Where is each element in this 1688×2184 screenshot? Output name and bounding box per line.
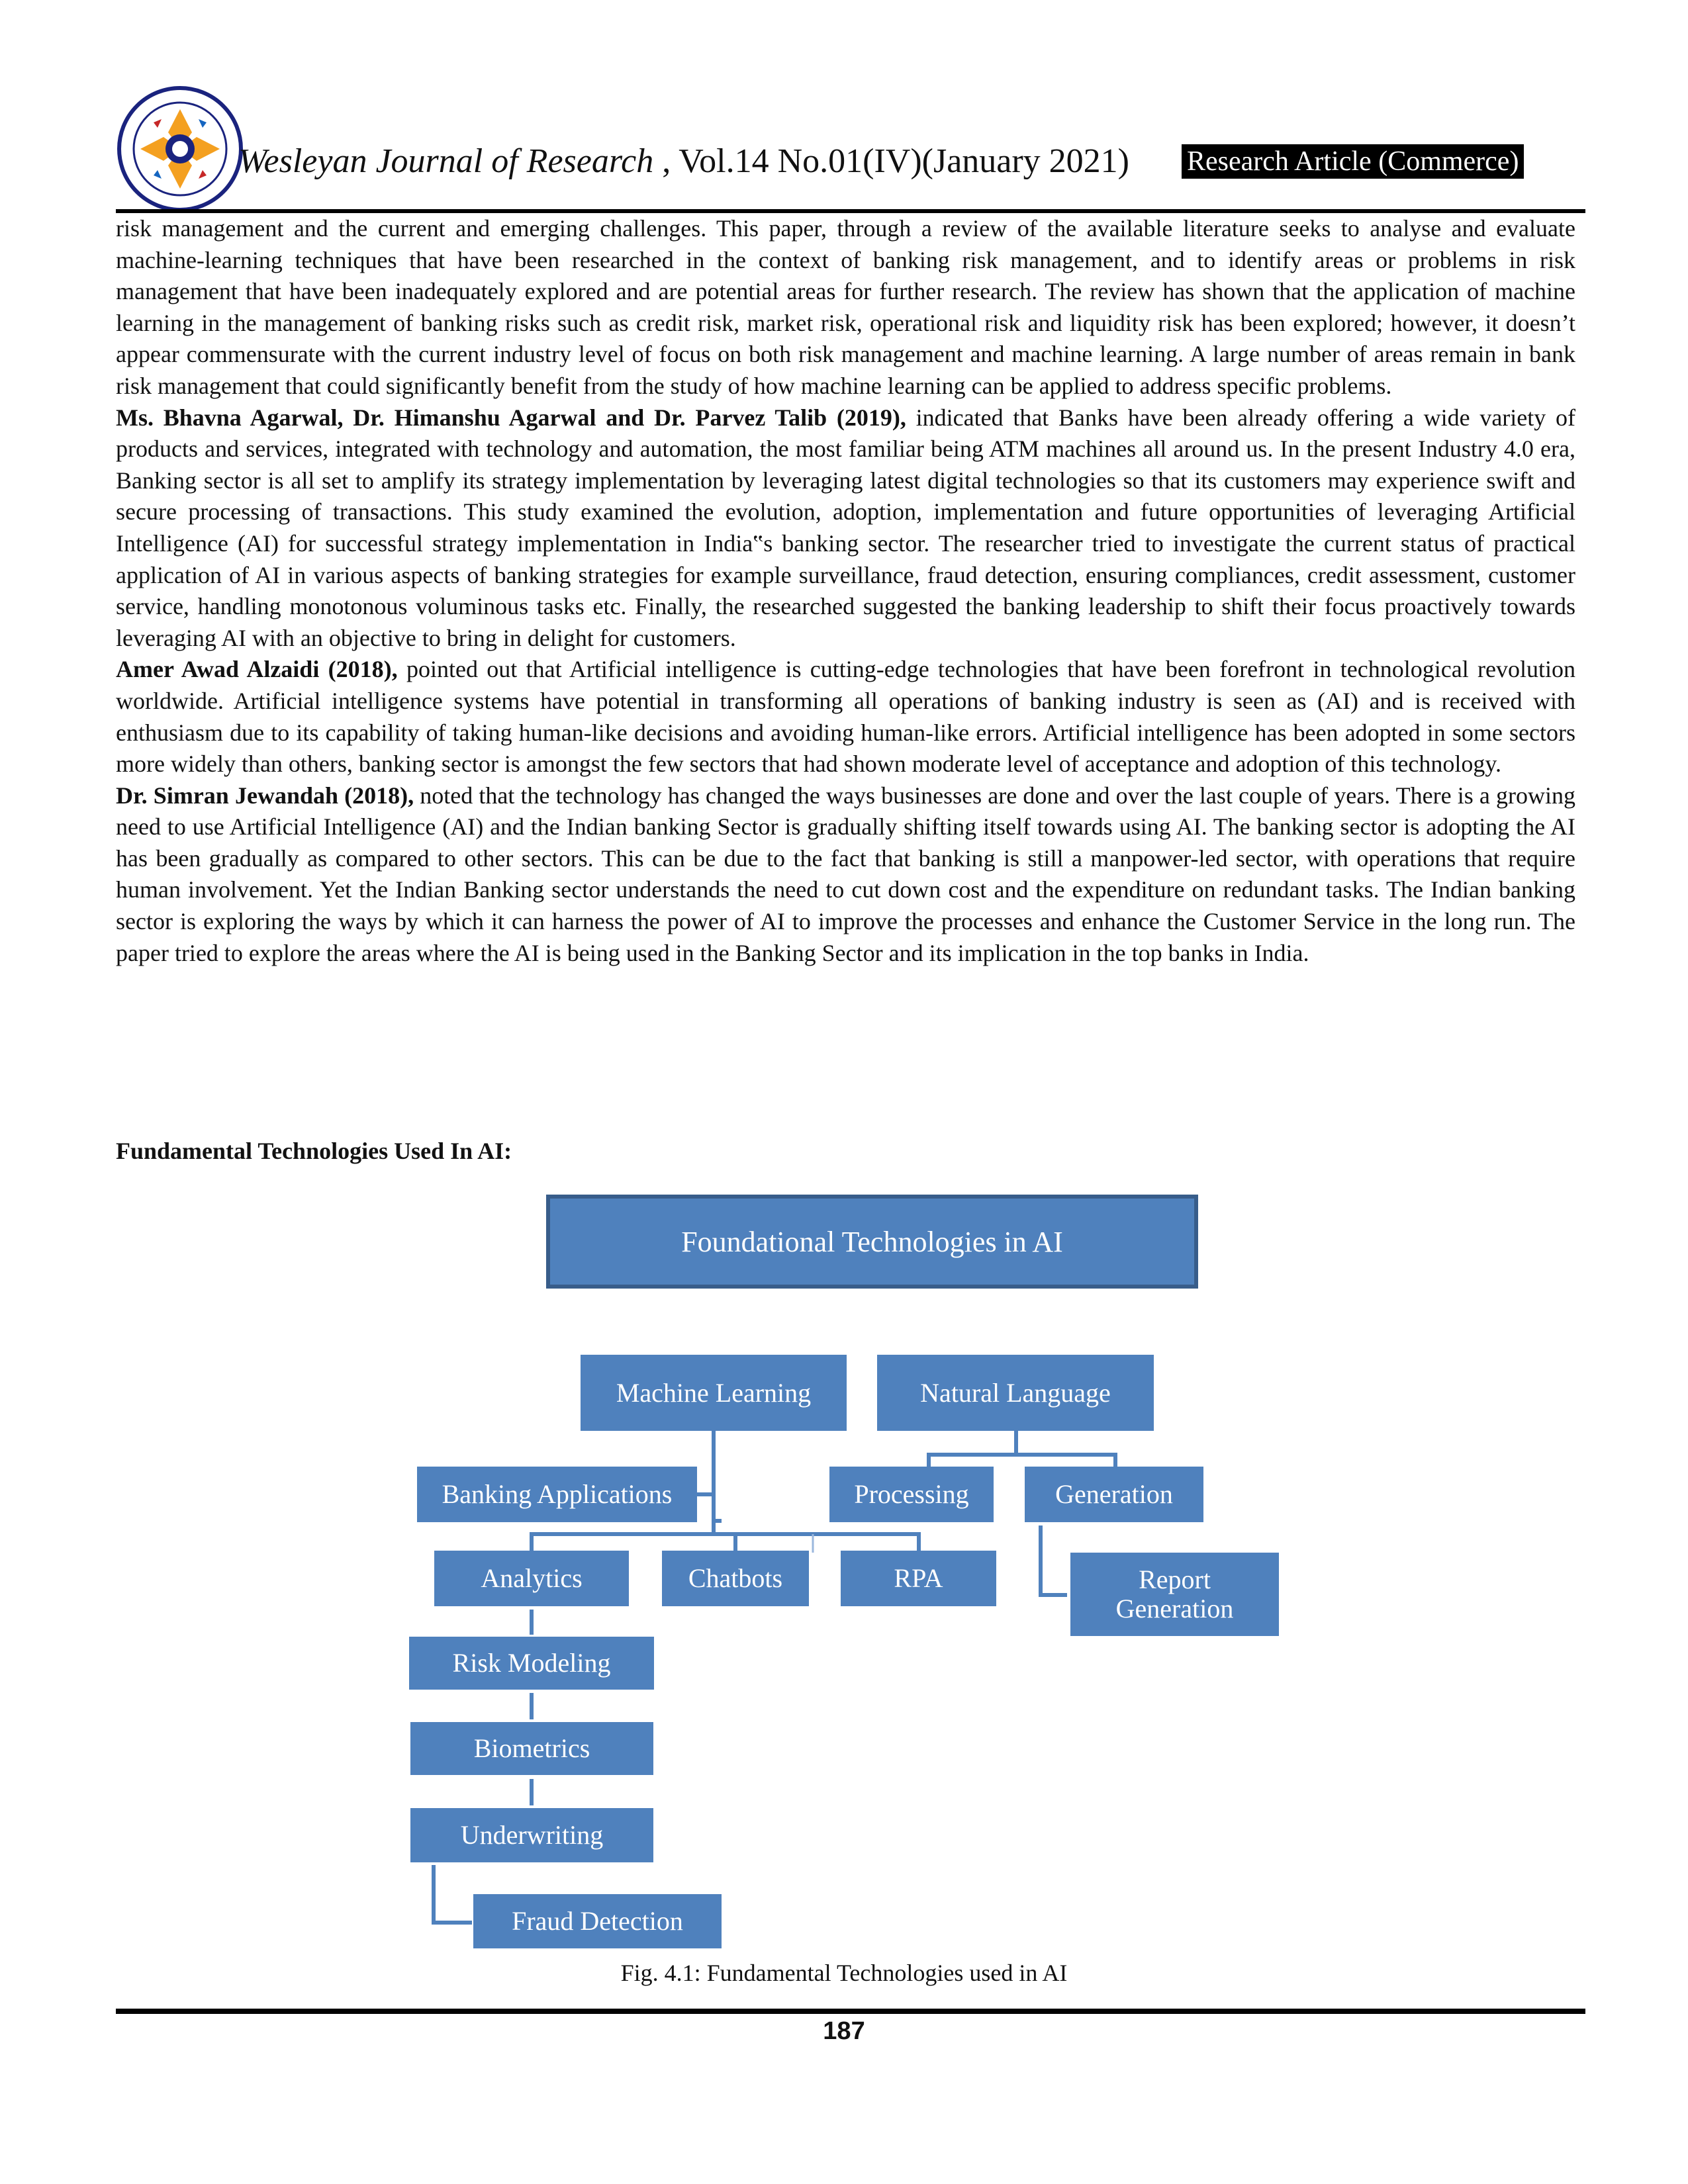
node-report-generation-line2: Generation — [1115, 1594, 1234, 1623]
paragraph-2-text: indicated that Banks have been already offering a wide variety of products and services, integrated with technology and automation, the most familiar being ATM machines all around us. In the present Industry 4.0 era, Banking sector is all set to amplify its strategy implementation by leveraging latest digital technologies so that its customers may experience swift and secure processing of transactions. This study examined the evolution, adoption, implementation and future opportunities of leveraging Artificial Intelligence (AI) for successful strategy implementation in India‟s banking sector. The researcher tried to investigate the current status of practical application of AI in various aspects of banking strategies for example surveillance, fraud detection, ensuring compliances, credit assessment, customer service, handling monotonous voluminous tasks etc. Finally, the researched suggested the banking leadership to shift their focus proactively towards leveraging AI with an objective to bring in delight for customers. — [116, 404, 1576, 651]
paragraph-1-text: risk management and the current and emerging challenges. This paper, through a review of the available literature seeks to analyse and evaluate machine-learning techniques that have been researched in the context of banking risk management, and to identify areas or problems in risk management that have been inadequately explored and are potential areas for further research. The review has shown that the application of machine learning in the management of banking risks such as credit risk, market risk, operational risk and liquidity risk has been explored; however, it doesn’t appear commensurate with the current industry level of focus on both risk management and machine learning. A large number of areas remain in bank risk management that could significantly benefit from the study of how machine learning can be applied to address specific problems. — [116, 215, 1575, 399]
footer-rule — [116, 2009, 1585, 2014]
paragraph-4 — [116, 780, 1575, 970]
node-chatbots: Chatbots — [662, 1551, 809, 1606]
node-report-generation-line1: Report — [1139, 1565, 1211, 1594]
node-rpa: RPA — [841, 1551, 996, 1606]
node-underwriting: Underwriting — [410, 1808, 653, 1862]
paragraph-1 — [116, 213, 1575, 402]
node-report-generation — [1070, 1553, 1279, 1636]
paragraph-3-text: pointed out that Artificial intelligence is cutting-edge technologies that have been forefront in technological revolution worldwide. Artificial intelligence systems have potential in transforming all operations of banking industry is seen as (AI) and is received with enthusiasm due to its capability of taking human-like decisions and avoiding human-like errors. Artificial intelligence has been adopted in some sectors more widely than others, banking sector is amongst the few sectors that had shown moderate level of acceptance and adoption of this technology. — [116, 656, 1576, 778]
university-seal-icon — [114, 83, 246, 215]
body-text — [116, 213, 1575, 969]
link-uw-fraud — [434, 1865, 472, 1923]
node-natural-language: Natural Language — [877, 1355, 1154, 1431]
journal-title — [238, 142, 1129, 181]
paragraph-3 — [116, 654, 1575, 780]
node-generation: Generation — [1025, 1467, 1203, 1522]
link-gen-report — [1041, 1525, 1067, 1595]
node-biometrics: Biometrics — [410, 1722, 653, 1775]
diagram-root-box: Foundational Technologies in AI — [546, 1195, 1198, 1289]
section-heading: Fundamental Technologies Used In AI: — [116, 1138, 512, 1164]
paragraph-4-authors: Dr. Simran Jewandah (2018), — [116, 782, 414, 809]
link-ml-branch — [532, 1534, 919, 1551]
node-risk-modeling: Risk Modeling — [409, 1637, 654, 1690]
node-processing: Processing — [829, 1467, 994, 1522]
paragraph-4-text: noted that the technology has changed the ways businesses are done and over the last couple of years. There is a growing need to use Artificial Intelligence (AI) and the Indian banking Sector is gradually shifting itself towards using AI. The banking sector is adopting the AI has been gradually as compared to other sectors. This can be due to the fact that banking is still a manpower-led sector, with operations that require human involvement. Yet the Indian Banking sector understands the need to cut down cost and the expenditure on redundant tasks. The Indian banking sector is exploring the ways by which it can harness the power of AI to improve the processes and enhance the Customer Service in the long run. The paper tried to explore the areas where the AI is being used in the Banking Sector and its implication in the top banks in India. — [116, 782, 1575, 966]
paragraph-2-authors: Ms. Bhavna Agarwal, Dr. Himanshu Agarwal and Dr. Parvez Talib (2019), — [116, 404, 906, 431]
paragraph-2 — [116, 402, 1575, 655]
figure-caption: Fig. 4.1: Fundamental Technologies used in AI — [620, 1960, 1068, 1986]
journal-name: Wesleyan Journal of Research — [238, 142, 654, 180]
article-type-badge: Research Article (Commerce) — [1182, 144, 1524, 179]
node-machine-learning: Machine Learning — [581, 1355, 847, 1431]
link-nl-branch — [929, 1455, 1115, 1467]
page-number: 187 — [823, 2017, 865, 2045]
volume-issue: , Vol.14 No.01(IV)(January 2021) — [653, 142, 1129, 180]
paragraph-3-authors: Amer Awad Alzaidi (2018), — [116, 656, 398, 683]
node-analytics: Analytics — [434, 1551, 629, 1606]
node-banking-applications: Banking Applications — [417, 1467, 697, 1522]
node-fraud-detection: Fraud Detection — [473, 1894, 722, 1948]
